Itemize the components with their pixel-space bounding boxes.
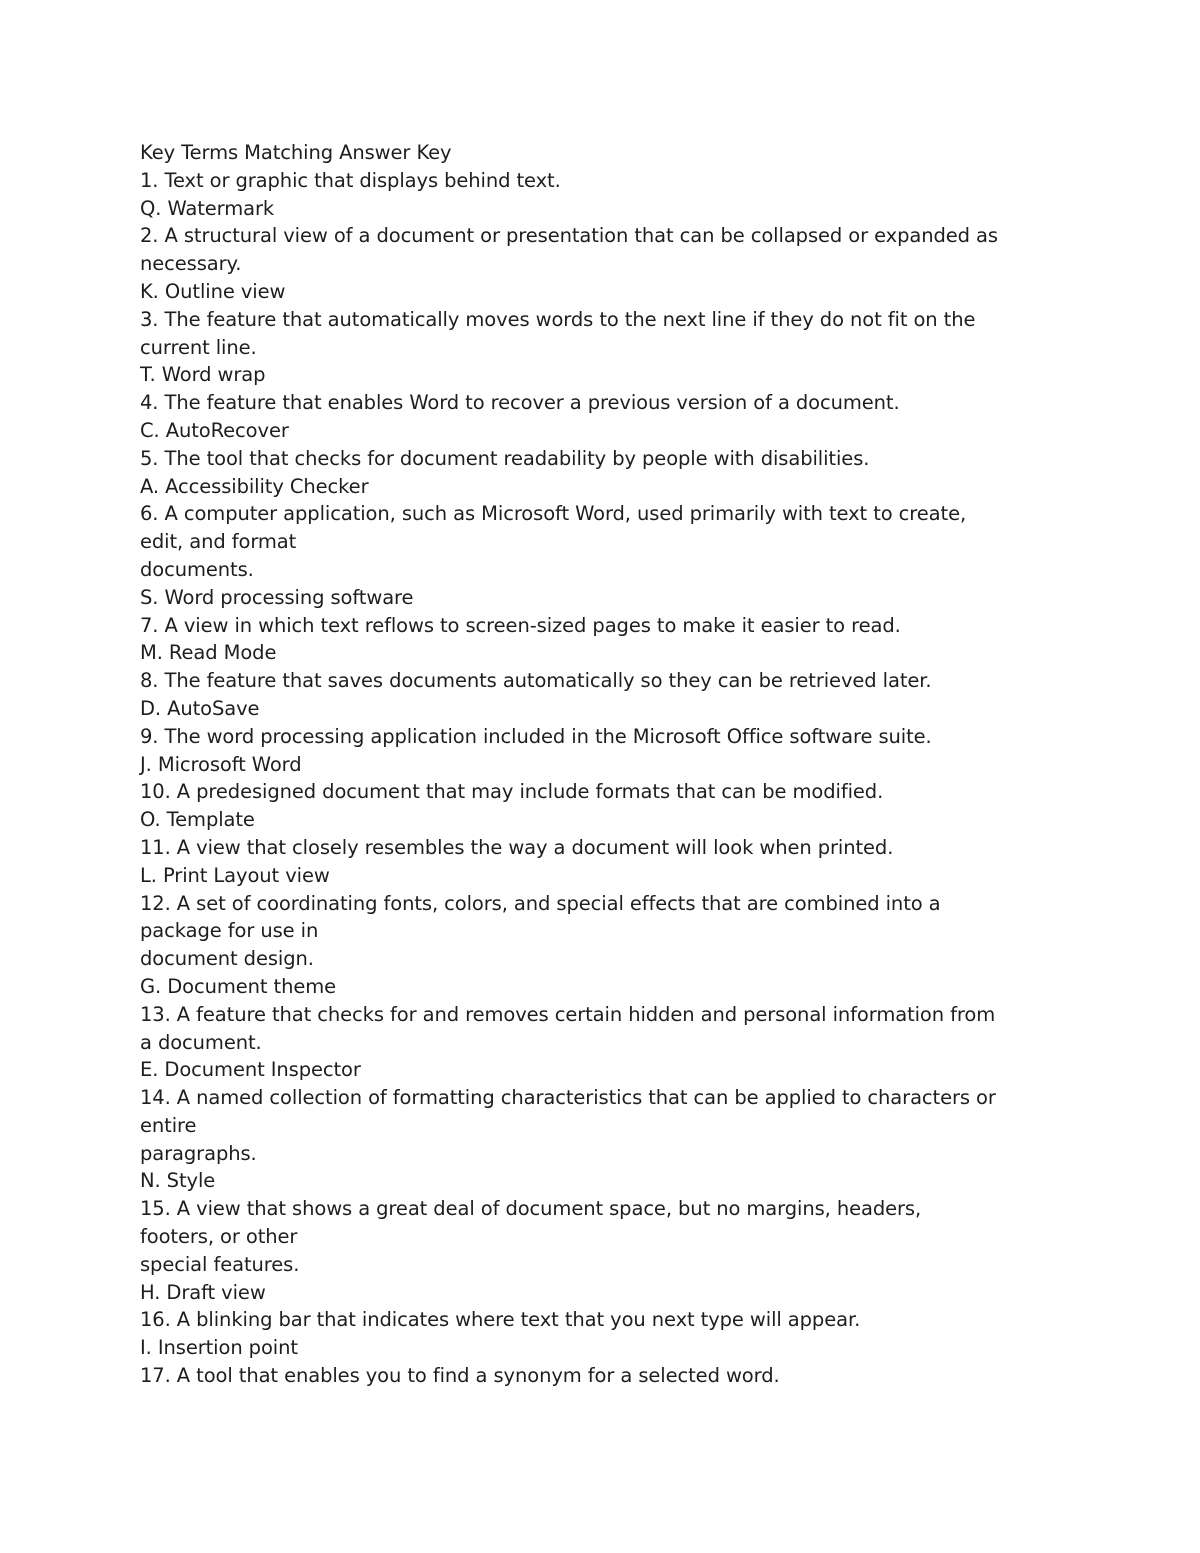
text-line: 6. A computer application, such as Microsoft Word, used primarily with text to create, <box>140 502 967 526</box>
text-line: C. AutoRecover <box>140 418 289 442</box>
text-line: T. Word wrap <box>140 363 266 387</box>
text-line: 4. The feature that enables Word to recover a previous version of a document. <box>140 391 900 415</box>
text-line: A. Accessibility Checker <box>140 474 369 498</box>
text-line: 7. A view in which text reflows to screen-sized pages to make it easier to read. <box>140 613 901 637</box>
text-line: document design. <box>140 947 314 971</box>
text-line: 15. A view that shows a great deal of document space, but no margins, headers, <box>140 1197 922 1221</box>
text-line: H. Draft view <box>140 1280 266 1304</box>
text-line: J. Microsoft Word <box>140 752 302 776</box>
text-line: 11. A view that closely resembles the way a document will look when printed. <box>140 835 894 859</box>
text-line: 3. The feature that automatically moves words to the next line if they do not fit on the <box>140 307 976 331</box>
text-line: paragraphs. <box>140 1141 257 1165</box>
text-line: 16. A blinking bar that indicates where text that you next type will appear. <box>140 1308 861 1332</box>
text-line: 2. A structural view of a document or presentation that can be collapsed or expanded as <box>140 224 998 248</box>
text-line: 9. The word processing application included in the Microsoft Office software suite. <box>140 724 932 748</box>
text-line: entire <box>140 1113 197 1137</box>
text-line: M. Read Mode <box>140 641 277 665</box>
text-line: package for use in <box>140 919 319 943</box>
text-line: 5. The tool that checks for document readability by people with disabilities. <box>140 446 870 470</box>
text-line: footers, or other <box>140 1225 298 1249</box>
text-line: a document. <box>140 1030 262 1054</box>
text-line: 17. A tool that enables you to find a synonym for a selected word. <box>140 1364 780 1388</box>
text-line: edit, and format <box>140 530 297 554</box>
text-line: necessary. <box>140 252 242 276</box>
text-line: 10. A predesigned document that may include formats that can be modified. <box>140 780 884 804</box>
text-line: S. Word processing software <box>140 585 414 609</box>
text-line: L. Print Layout view <box>140 863 330 887</box>
text-line: Q. Watermark <box>140 196 275 220</box>
text-line: G. Document theme <box>140 974 337 998</box>
document-body <box>140 139 1070 1390</box>
text-line: 13. A feature that checks for and removes certain hidden and personal information from <box>140 1002 996 1026</box>
text-line: 12. A set of coordinating fonts, colors, and special effects that are combined into a <box>140 891 941 915</box>
text-line: N. Style <box>140 1169 216 1193</box>
text-line: current line. <box>140 335 257 359</box>
text-line: special features. <box>140 1252 300 1276</box>
text-line: I. Insertion point <box>140 1336 298 1360</box>
text-line: 14. A named collection of formatting characteristics that can be applied to characters or <box>140 1086 996 1110</box>
text-line: 1. Text or graphic that displays behind text. <box>140 168 561 192</box>
text-line: D. AutoSave <box>140 696 260 720</box>
text-line: 8. The feature that saves documents automatically so they can be retrieved later. <box>140 669 932 693</box>
text-line: O. Template <box>140 808 255 832</box>
text-line: E. Document Inspector <box>140 1058 361 1082</box>
document-title: Key Terms Matching Answer Key <box>140 141 452 164</box>
text-line: documents. <box>140 557 254 581</box>
text-line: K. Outline view <box>140 279 286 303</box>
